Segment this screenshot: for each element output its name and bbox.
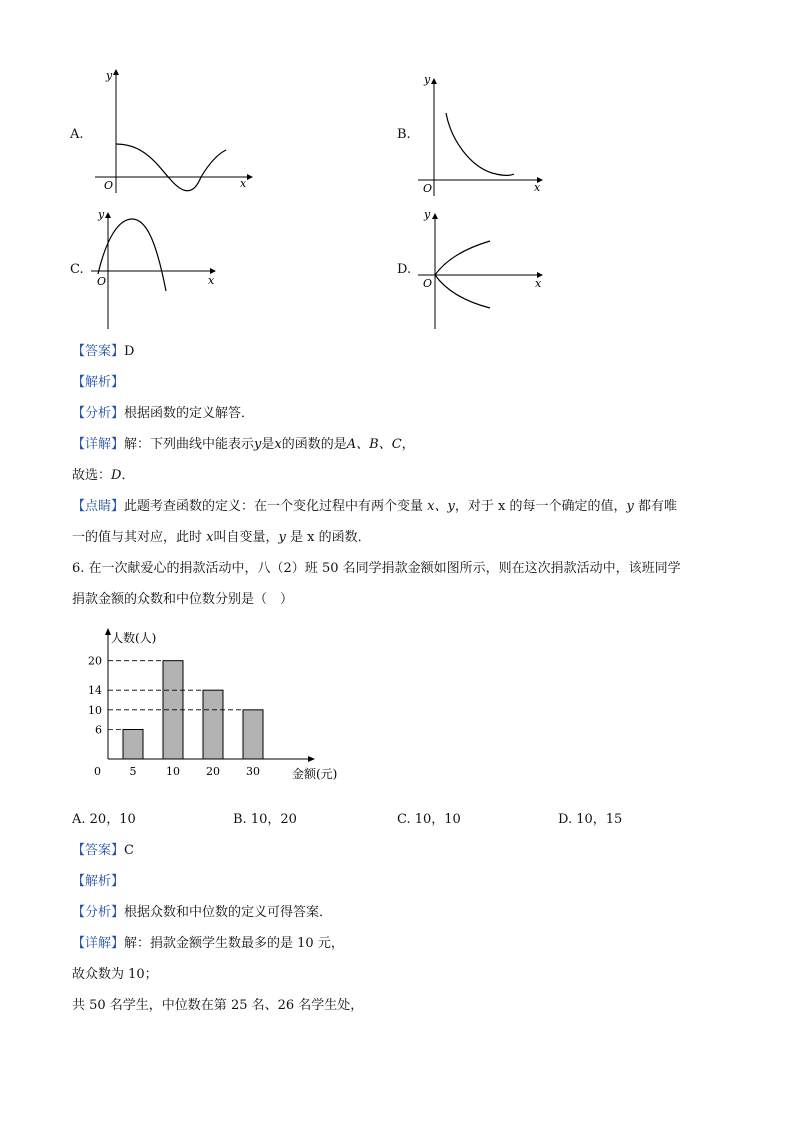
graph-b-x-label: x <box>534 181 541 194</box>
donation-bar-chart <box>80 625 350 790</box>
option-d-label: D. <box>397 262 412 277</box>
q5-xiangjie-post: 的函数的是 <box>281 437 347 452</box>
option-b-label: B. <box>397 127 411 142</box>
graph-a-origin: O <box>104 179 114 192</box>
y-axis-title: 人数(人) <box>111 631 157 645</box>
q6-answer: C <box>124 843 134 858</box>
graph-b <box>415 70 555 200</box>
x-tick-label: 30 <box>246 765 260 778</box>
q5-xiangjie-x: x <box>274 437 282 452</box>
graph-c <box>88 205 228 335</box>
x-tick-label: 20 <box>206 765 220 778</box>
q5-dianjing-tag: 【点睛】 <box>72 499 125 514</box>
graph-d-y-label: y <box>424 208 431 221</box>
q6-option-d[interactable]: D. 10，15 <box>558 812 623 827</box>
option-a-label: A. <box>70 127 84 142</box>
q5-xiangjie-abc: A、B、C <box>346 437 402 452</box>
q5-dianjing-1a: 此题考查函数的定义：在一个变化过程中有两个变量 <box>124 499 428 514</box>
q5-guxuan-val: D <box>111 468 122 483</box>
q6-median-line: 共 50 名学生，中位数在第 25 名、26 名学生处， <box>72 998 364 1013</box>
q5-fenxi-line <box>72 402 254 421</box>
q6-analysis-tag: 【解析】 <box>72 874 125 889</box>
bar-30 <box>243 710 263 759</box>
graph-b-curve <box>446 113 514 175</box>
graph-b-y-label: y <box>424 73 431 86</box>
q6-answer-line <box>72 839 134 858</box>
graph-a <box>90 66 260 196</box>
q5-xiangjie-pre: 解：下列曲线中能表示 <box>124 437 255 452</box>
q5-fenxi-tag: 【分析】 <box>72 406 125 421</box>
y-tick-label: 14 <box>88 684 102 698</box>
q5-fenxi: 根据函数的定义解答． <box>124 406 255 421</box>
q5-dianjing-1b: x、y <box>427 499 455 514</box>
q5-dianjing-2b: x <box>206 530 214 545</box>
q6-stem-line2: 捐款金额的众数和中位数分别是（ ） <box>72 592 294 607</box>
bar-20 <box>203 690 223 759</box>
graph-d-origin: O <box>423 277 433 290</box>
graph-d-x-label: x <box>535 277 542 290</box>
q5-answer-line <box>72 340 134 359</box>
graph-c-origin: O <box>97 275 107 288</box>
graph-d <box>415 205 555 335</box>
graph-c-x-label: x <box>208 274 215 287</box>
option-c-label: C. <box>70 262 84 277</box>
q5-analysis-tag: 【解析】 <box>72 375 125 390</box>
q6-answer-tag: 【答案】 <box>72 843 125 858</box>
q5-dianjing-2d: y <box>278 530 286 545</box>
q6-mode-line: 故众数为 10； <box>72 967 158 982</box>
y-tick-label: 6 <box>95 723 102 737</box>
y-tick-label: 10 <box>88 703 102 717</box>
graph-c-y-label: y <box>98 208 105 221</box>
q5-dianjing-1d: y <box>626 499 634 514</box>
q5-analysis-line <box>72 371 124 390</box>
q5-xiangjie-y: y <box>254 437 262 452</box>
q6-option-b[interactable]: B. 10，20 <box>233 812 297 827</box>
graph-a-curve <box>116 144 226 191</box>
q5-dianjing-1c: ，对于 x 的每一个确定的值， <box>454 499 627 514</box>
q6-fenxi-line <box>72 901 332 920</box>
q5-xiangjie-end: ， <box>401 437 415 452</box>
q5-xiangjie-tag: 【详解】 <box>72 437 125 452</box>
q5-answer: D <box>124 344 135 359</box>
q6-fenxi-tag: 【分析】 <box>72 905 125 920</box>
x-tick-label: 5 <box>129 765 137 778</box>
q6-option-a[interactable]: A. 20，10 <box>72 812 136 827</box>
q6-option-c[interactable]: C. 10，10 <box>397 812 461 827</box>
graph-a-y-label: y <box>106 69 113 82</box>
x-tick-label: 10 <box>166 765 180 778</box>
q6-xiangjie-tag: 【详解】 <box>72 936 125 951</box>
q5-dianjing-2c: 叫自变量， <box>213 530 279 545</box>
chart-origin-label: 0 <box>94 765 101 778</box>
q5-xiangjie-line <box>72 433 415 452</box>
x-axis-title: 金额(元) <box>292 767 338 781</box>
q5-guxuan: 故选： <box>72 468 112 483</box>
q5-xiangjie-mid: 是 <box>261 437 275 452</box>
q6-stem-line1: 6. 在一次献爱心的捐款活动中，八（2）班 50 名同学捐款金额如图所示，则在这次捐款活动中，该班同学 <box>72 561 681 576</box>
q6-fenxi: 根据众数和中位数的定义可得答案． <box>124 905 333 920</box>
graph-b-origin: O <box>423 182 433 195</box>
q5-dianjing-line1 <box>72 495 677 514</box>
q6-xiangjie: 解：捐款金额学生数最多的是 10 元， <box>124 936 344 951</box>
q5-guxuan-line <box>72 464 134 483</box>
q5-dianjing-1e: 都有唯 <box>633 499 677 514</box>
q5-dianjing-2a: 一的值与其对应，此时 <box>72 530 207 545</box>
graph-a-x-label: x <box>240 177 247 190</box>
q6-xiangjie-line <box>72 932 344 951</box>
q6-analysis-line <box>72 870 124 889</box>
q5-guxuan-end: ． <box>121 468 135 483</box>
q5-dianjing-2e: 是 x 的函数． <box>285 530 371 545</box>
q5-answer-tag: 【答案】 <box>72 344 125 359</box>
q5-dianjing-line2 <box>72 526 371 545</box>
y-tick-label: 20 <box>88 654 102 668</box>
bar-5 <box>123 730 143 760</box>
x-axis-arrow <box>308 756 315 762</box>
